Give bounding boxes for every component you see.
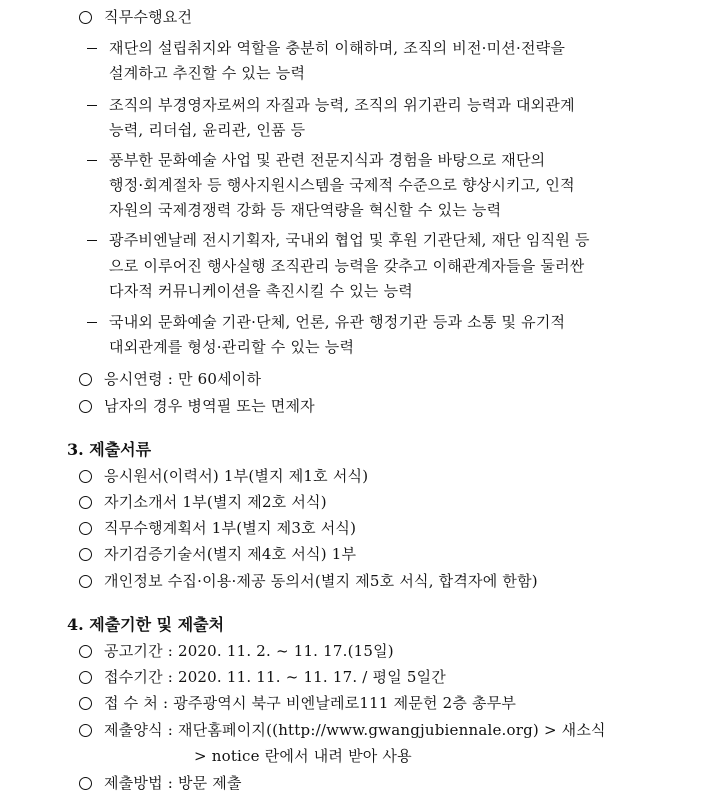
dash-bullet-icon — [87, 160, 97, 161]
deadline-item-2: 접 수 처 : 광주광역시 북구 비엔날레로111 제문헌 2층 총무부 — [104, 694, 517, 712]
circle-bullet-icon — [79, 724, 92, 737]
requirement-0-line-1: 설계하고 추진할 수 있는 능력 — [109, 64, 306, 82]
circle-bullet-icon — [79, 575, 92, 588]
deadline-form-continuation: > notice 란에서 내려 받아 사용 — [194, 747, 412, 765]
requirement-0-line-0: 재단의 설립취지와 역할을 충분히 이해하며, 조직의 비전·미션·전략을 — [109, 39, 566, 57]
requirement-2-line-1: 행정·회계절차 등 행사지원시스템을 국제적 수준으로 향상시키고, 인적 — [109, 176, 575, 194]
requirement-2-line-0: 풍부한 문화예술 사업 및 관련 전문지식과 경험을 바탕으로 재단의 — [109, 151, 546, 169]
circle-bullet-icon — [79, 697, 92, 710]
dash-bullet-icon — [87, 48, 97, 49]
deadline-item-1: 접수기간 : 2020. 11. 11. ~ 11. 17. / 평일 5일간 — [104, 668, 446, 686]
circle-bullet-icon — [79, 11, 92, 24]
dash-bullet-icon — [87, 240, 97, 241]
circle-bullet-icon — [79, 548, 92, 561]
document-item-1: 자기소개서 1부(별지 제2호 서식) — [104, 493, 327, 511]
military-text: 남자의 경우 병역필 또는 면제자 — [104, 397, 315, 415]
circle-bullet-icon — [79, 400, 92, 413]
circle-bullet-icon — [79, 373, 92, 386]
circle-bullet-icon — [79, 671, 92, 684]
document-item-4: 개인정보 수집·이용·제공 동의서(별지 제5호 서식, 합격자에 한함) — [104, 572, 538, 590]
deadline-heading: 4. 제출기한 및 제출처 — [67, 615, 225, 634]
circle-bullet-icon — [79, 496, 92, 509]
circle-bullet-icon — [79, 777, 92, 790]
circle-bullet-icon — [79, 522, 92, 535]
deadline-item-0: 공고기간 : 2020. 11. 2. ~ 11. 17.(15일) — [104, 642, 394, 660]
dash-bullet-icon — [87, 322, 97, 323]
document-item-2: 직무수행계획서 1부(별지 제3호 서식) — [104, 519, 357, 537]
requirement-2-line-2: 자원의 국제경쟁력 강화 등 재단역량을 혁신할 수 있는 능력 — [109, 201, 502, 219]
circle-bullet-icon — [79, 645, 92, 658]
age-limit-text: 응시연령 : 만 60세이하 — [104, 370, 262, 388]
requirement-4-line-0: 국내외 문화예술 기관·단체, 언론, 유관 행정기관 등과 소통 및 유기적 — [109, 313, 566, 331]
circle-bullet-icon — [79, 470, 92, 483]
document-item-3: 자기검증기술서(별지 제4호 서식) 1부 — [104, 545, 357, 563]
requirement-3-line-0: 광주비엔날레 전시기획자, 국내외 협업 및 후원 기관단체, 재단 임직원 등 — [109, 231, 590, 249]
documents-heading: 3. 제출서류 — [67, 440, 152, 459]
requirement-3-line-2: 다자적 커뮤니케이션을 촉진시킬 수 있는 능력 — [109, 282, 413, 300]
deadline-item-4: 제출방법 : 방문 제출 — [104, 774, 242, 792]
document-item-0: 응시원서(이력서) 1부(별지 제1호 서식) — [104, 467, 369, 485]
requirement-4-line-1: 대외관계를 형성·관리할 수 있는 능력 — [109, 338, 355, 356]
requirement-1-line-1: 능력, 리더쉽, 윤리관, 인품 등 — [109, 121, 306, 139]
requirement-3-line-1: 으로 이루어진 행사실행 조직관리 능력을 갖추고 이해관계자들을 둘러싼 — [109, 257, 585, 275]
requirements-heading: 직무수행요건 — [104, 8, 193, 26]
requirement-1-line-0: 조직의 부경영자로써의 자질과 능력, 조직의 위기관리 능력과 대외관계 — [109, 96, 575, 114]
dash-bullet-icon — [87, 105, 97, 106]
deadline-item-3: 제출양식 : 재단홈페이지((http://www.gwangjubiennale.org) > 새소식 — [104, 721, 606, 739]
